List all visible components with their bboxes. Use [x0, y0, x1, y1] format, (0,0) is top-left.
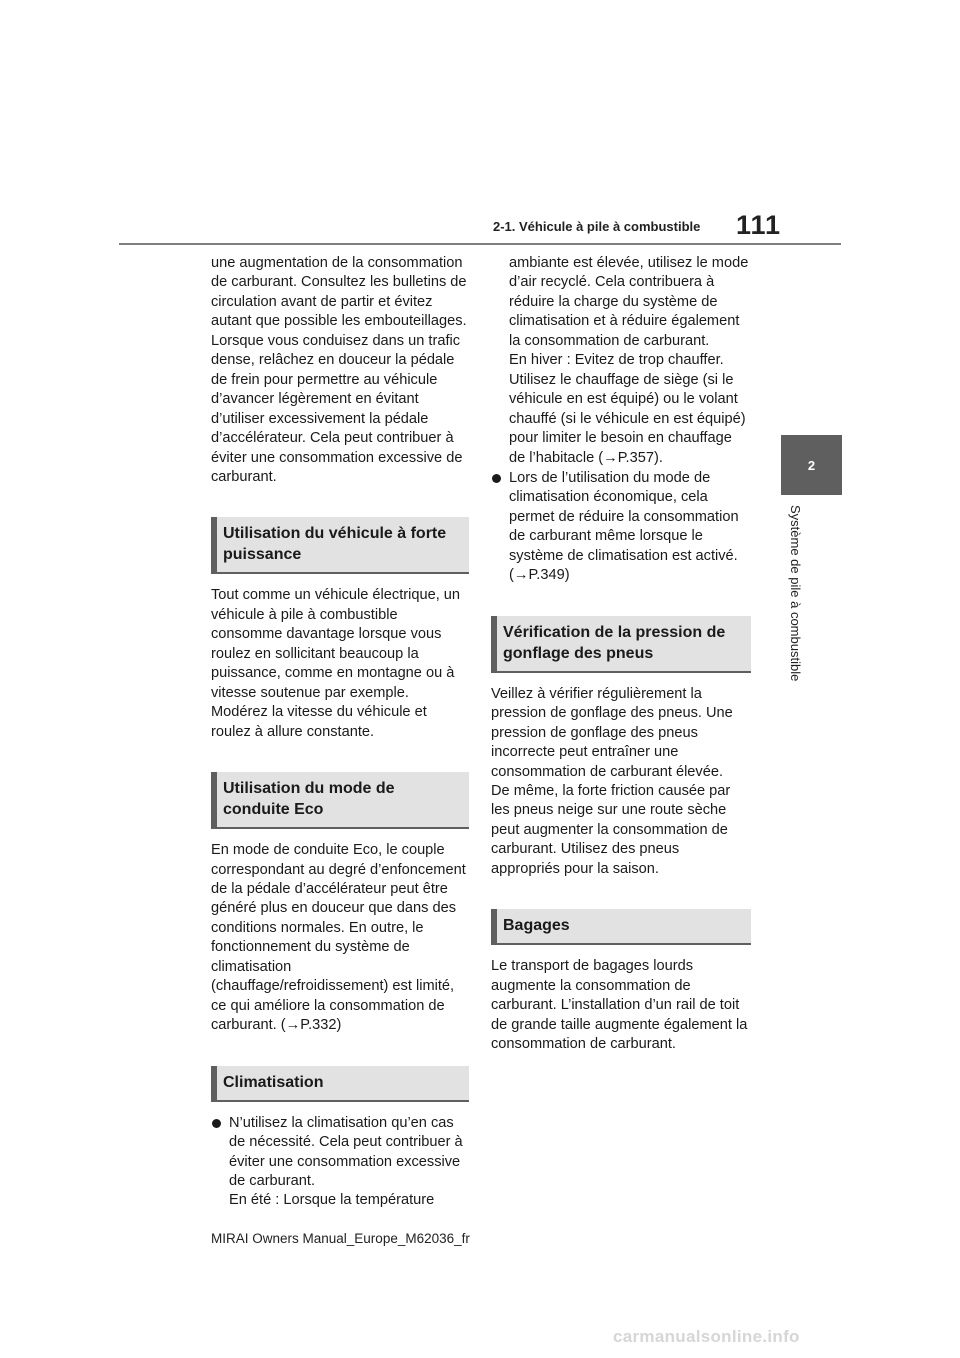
bullet-item	[211, 1114, 469, 1211]
section-heading-air-conditioning: Climatisation	[211, 1066, 469, 1102]
section-heading-tire-pressure: Vérification de la pression de gonflage des pneus	[491, 616, 751, 673]
section-heading-high-power: Utilisation du véhicule à forte puissance	[211, 517, 469, 574]
section-heading-eco-mode: Utilisation du mode de conduite Eco	[211, 772, 469, 829]
left-column	[211, 254, 469, 1211]
section-body-tire-pressure: Veillez à vérifier régulièrement la pression de gonflage des pneus. Une pression de gonflage des pneus incorrecte peut entraîner une consommation de carburant élevée. De même, la forte friction causée par les pneus neige sur une route sèche peut augmenter la consommation de carburant. Utilisez des pneus appropriés pour la saison.	[491, 685, 733, 877]
bullet-continued-text: ambiante est élevée, utilisez le mode d’air recyclé. Cela contribuera à réduire la charge du système de climatisation et à réduire également la consommation de carburant. En hiver : Evitez de trop chauffer. Utilisez le chauffage de siège (si le véhicule en est équipé) ou le volant chauffé (si le véhicule en est équipé) pour limiter le besoin en chauffage de l’habitacle (→P.357).	[509, 255, 749, 466]
section-heading-luggage: Bagages	[491, 909, 751, 945]
section-body-luggage: Le transport de bagages lourds augmente la consommation de carburant. L’installation d’un rail de toit de grande taille augmente également la consommation de carburant.	[491, 958, 748, 1053]
section-body-high-power: Tout comme un véhicule électrique, un véhicule à pile à combustible consomme davantage lorsque vous roulez en sollicitant beaucoup la puissance, comme en montagne ou à vitesse soutenue par exemple. Modérez la vitesse du véhicule et roulez à allure constante.	[211, 587, 461, 740]
page-number: 111	[736, 210, 782, 240]
bullet-text: Lors de l’utilisation du mode de climatisation économique, cela permet de réduire la consommation de carburant même lorsque le système de climatisation est activé. (→P.349)	[509, 469, 739, 584]
bullet-text: N’utilisez la climatisation qu’en cas de nécessité. Cela peut contribuer à éviter une consommation excessive de carburant. En été : Lorsque la température	[229, 1114, 463, 1209]
bullet-dot-icon	[492, 474, 501, 483]
bullet-dot-icon	[212, 1119, 221, 1128]
header-divider	[119, 243, 841, 245]
bullet-continued	[491, 254, 751, 468]
chapter-tab: 2	[781, 435, 842, 495]
section-body-eco-mode: En mode de conduite Eco, le couple correspondant au degré d’enfoncement de la pédale d’accélérateur peut être généré plus en douceur que dans des conditions normales. En outre, le fonctionnement du système de climatisation (chauffage/refroidissement) est limité, ce qui améliore la consommation de carburant. (→P.332)	[211, 842, 466, 1034]
footer-document-name: MIRAI Owners Manual_Europe_M62036_fr	[211, 1231, 470, 1246]
bullet-item	[491, 469, 751, 586]
watermark-text: carmanualsonline.info	[613, 1327, 800, 1346]
chapter-title-vertical: Système de pile à combustible	[788, 505, 803, 682]
running-header-section: 2-1. Véhicule à pile à combustible	[493, 219, 701, 234]
intro-paragraph: une augmentation de la consommation de carburant. Consultez les bulletins de circulation avant de partir et évitez autant que possible les embouteillages. Lorsque vous conduisez dans un trafic dense, relâchez en douceur la pédale de frein pour permettre au véhicule d’avancer légèrement en évitant d’utiliser excessivement la pédale d’accélérateur. Cela peut contribuer à éviter une consommation excessive de carburant.	[211, 255, 467, 485]
right-column	[491, 254, 751, 1055]
